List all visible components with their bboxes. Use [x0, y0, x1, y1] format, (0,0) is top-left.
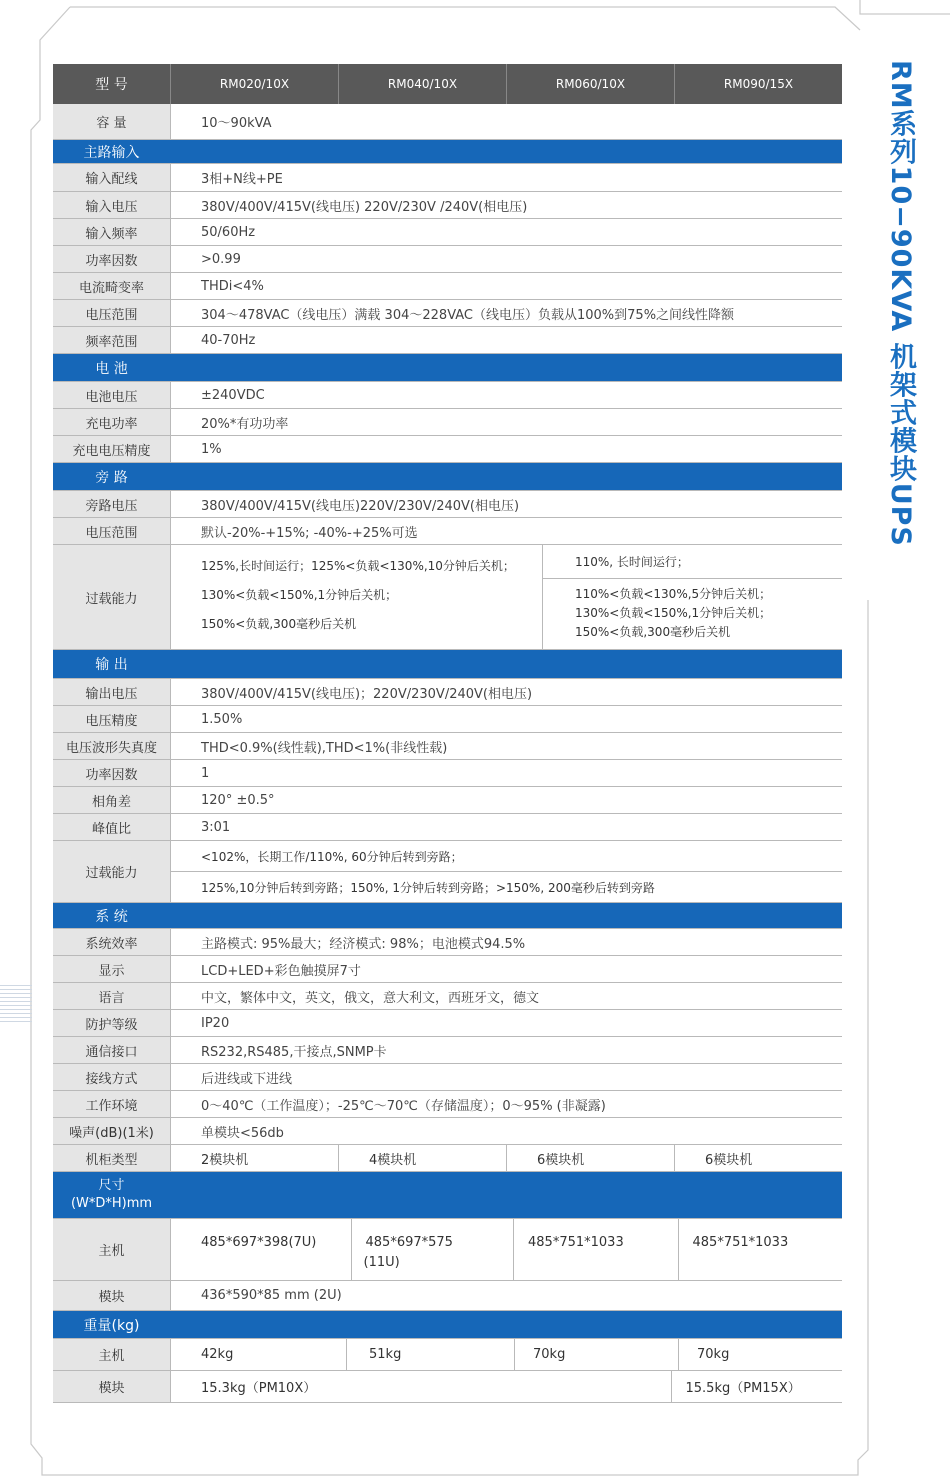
- row-value: 2模块机: [171, 1145, 339, 1171]
- row-value: [352, 1219, 515, 1280]
- section-main-input: [53, 140, 842, 164]
- row-value: 380V/400V/415V(线电压)；220V/230V/240V(相电压): [201, 686, 533, 702]
- spec-table: [53, 64, 842, 1403]
- dimension-module-row: [53, 1281, 842, 1311]
- row-label: 通信接口: [53, 1037, 171, 1063]
- row-label: 充电功率: [53, 409, 171, 435]
- row-value: 1: [201, 765, 210, 781]
- section-title: 尺寸: [98, 1178, 125, 1193]
- row-value: RS232,RS485,干接点,SNMP卡: [201, 1044, 387, 1060]
- row-label: 输入配线: [53, 164, 171, 191]
- section-title: 系 统: [95, 908, 128, 925]
- row-value: THDi<4%: [201, 278, 264, 294]
- table-row: [53, 164, 842, 192]
- row-label: 容 量: [53, 104, 171, 139]
- row-label: 电压精度: [53, 706, 171, 732]
- table-row: [53, 983, 842, 1010]
- table-row: [53, 1118, 842, 1145]
- row-label: 输入电压: [53, 192, 171, 218]
- table-row: [53, 436, 842, 463]
- overload-line: 130%<负载<150%,1分钟后关机；: [575, 606, 772, 620]
- row-value: 50/60Hz: [201, 224, 256, 240]
- table-row: [53, 518, 842, 545]
- table-row: [53, 1037, 842, 1064]
- row-value: 20%*有功功率: [201, 416, 289, 432]
- row-label: 模块: [53, 1371, 171, 1402]
- bypass-overload-right: [543, 545, 842, 649]
- row-value: IP20: [201, 1015, 230, 1031]
- row-label: 工作环境: [53, 1091, 171, 1117]
- row-value: 1%: [201, 441, 222, 457]
- row-value: 120° ±0.5°: [201, 792, 275, 808]
- bypass-overload-row: [53, 545, 842, 650]
- row-label: 峰值比: [53, 814, 171, 840]
- overload-line: <102%，长期工作/110%, 60分钟后转到旁路；: [171, 841, 842, 872]
- row-value: 70kg: [697, 1347, 730, 1362]
- section-title: 主路输入: [83, 144, 140, 161]
- section-title: 旁 路: [95, 469, 128, 486]
- weight-host-row: [53, 1339, 842, 1371]
- section-dimension: [53, 1172, 842, 1219]
- table-row: [53, 1091, 842, 1118]
- row-value: 6模块机: [507, 1145, 675, 1171]
- row-label: 电压范围: [53, 518, 171, 544]
- row-label: 电流畸变率: [53, 273, 171, 299]
- model-label: 型 号: [53, 64, 171, 104]
- row-label: 电池电压: [53, 382, 171, 408]
- overload-line: 110%, 长时间运行；: [543, 545, 842, 579]
- row-value: 40-70Hz: [201, 332, 256, 348]
- row-label: 充电电压精度: [53, 436, 171, 462]
- row-value: 主路模式: 95%最大；经济模式: 98%；电池模式94.5%: [201, 936, 526, 952]
- row-label: 模块: [53, 1281, 171, 1310]
- row-value: 485*751*1033: [514, 1219, 679, 1280]
- section-title: 电 池: [95, 360, 128, 377]
- table-row: [53, 706, 842, 733]
- table-row: [53, 1010, 842, 1037]
- model-name: RM040/10X: [339, 64, 507, 104]
- row-label: 主机: [53, 1339, 171, 1370]
- section-title: 重量(kg): [83, 1317, 140, 1334]
- table-row: [53, 246, 842, 273]
- row-label: 防护等级: [53, 1010, 171, 1036]
- row-label: 过载能力: [53, 545, 171, 649]
- section-battery: [53, 354, 842, 382]
- table-row: [53, 733, 842, 760]
- header-row: [53, 64, 842, 104]
- row-value: 380V/400V/415V(线电压)220V/230V/240V(相电压): [201, 498, 520, 514]
- row-label: 功率因数: [53, 246, 171, 272]
- overload-line: 150%<负载,300毫秒后关机: [201, 617, 357, 631]
- weight-module-row: [53, 1371, 842, 1403]
- row-value: 304～478VAC（线电压）满载 304～228VAC（线电压）负载从100%到75%之间线性降额: [201, 307, 735, 323]
- row-label: 噪声(dB)(1米): [53, 1118, 171, 1144]
- section-output: [53, 650, 842, 679]
- table-row: [53, 409, 842, 436]
- table-row: [53, 929, 842, 956]
- output-overload-row: [53, 841, 842, 903]
- section-title: 输 出: [95, 657, 128, 673]
- bypass-overload-left: [171, 545, 543, 649]
- row-value: 15.3kg（PM10X）: [171, 1371, 672, 1402]
- table-row: [53, 760, 842, 787]
- row-label: 电压范围: [53, 300, 171, 326]
- overload-line: 150%<负载,300毫秒后关机: [575, 625, 731, 639]
- dimension-value: 485*697*575: [365, 1235, 453, 1250]
- row-value: 6模块机: [705, 1152, 753, 1168]
- table-row: [53, 300, 842, 327]
- cabinet-row: [53, 1145, 842, 1172]
- overload-line: 110%<负载<130%,5分钟后关机；: [575, 587, 772, 601]
- row-value: 51kg: [347, 1339, 515, 1370]
- row-value: 1.50%: [201, 711, 243, 727]
- row-label: 功率因数: [53, 760, 171, 786]
- row-value: 4模块机: [339, 1145, 507, 1171]
- row-value: 后进线或下进线: [201, 1071, 293, 1087]
- dimension-extra: (11U): [363, 1255, 400, 1270]
- overload-line: 130%<负载<150%,1分钟后关机；: [201, 588, 398, 602]
- row-label: 输入频率: [53, 219, 171, 245]
- row-value: 70kg: [515, 1339, 679, 1370]
- row-value: 10～90kVA: [201, 116, 272, 131]
- overload-line: 125%,10分钟后转到旁路；150%, 1分钟后转到旁路；>150%, 200毫秒后转到旁路: [201, 880, 655, 895]
- table-row: [53, 382, 842, 409]
- row-value: THD<0.9%(线性载),THD<1%(非线性载): [201, 740, 448, 756]
- row-value: 485*697*398(7U): [171, 1219, 352, 1280]
- row-value: 3:01: [201, 819, 231, 835]
- row-label: 相角差: [53, 787, 171, 813]
- table-row: [53, 491, 842, 518]
- table-row: [53, 273, 842, 300]
- row-value: ±240VDC: [201, 387, 265, 403]
- model-name: RM020/10X: [171, 64, 339, 104]
- side-title: RM系列10−90KVA 机架式模块UPS: [885, 60, 916, 547]
- row-label: 频率范围: [53, 327, 171, 353]
- row-label: 过载能力: [53, 841, 171, 902]
- table-row: [53, 1064, 842, 1091]
- section-subtitle: (W*D*H)mm: [70, 1196, 153, 1211]
- table-row: [53, 192, 842, 219]
- model-name: RM060/10X: [507, 64, 675, 104]
- section-weight: [53, 1311, 842, 1339]
- row-label: 机柜类型: [53, 1145, 171, 1171]
- table-row: [53, 956, 842, 983]
- row-value: 0～40℃（工作温度）；-25℃～70℃（存储温度）；0～95% (非凝露): [201, 1098, 606, 1114]
- row-label: 系统效率: [53, 929, 171, 955]
- row-label: 接线方式: [53, 1064, 171, 1090]
- overload-line: 125%,长时间运行；125%<负载<130%,10分钟后关机；: [201, 559, 515, 573]
- decorative-stripes: [0, 985, 32, 1025]
- dimension-host-row: [53, 1219, 842, 1281]
- table-row: [53, 679, 842, 706]
- row-value: 42kg: [171, 1339, 347, 1370]
- row-value: 380V/400V/415V(线电压) 220V/230V /240V(相电压): [201, 199, 528, 215]
- row-value: 15.5kg（PM15X）: [685, 1381, 801, 1396]
- row-label: 电压波形失真度: [53, 733, 171, 759]
- row-value: 单模块<56db: [201, 1125, 284, 1141]
- section-bypass: [53, 463, 842, 491]
- row-value: 485*751*1033: [692, 1235, 789, 1250]
- capacity-row: [53, 104, 842, 140]
- row-value: >0.99: [201, 251, 241, 267]
- row-value: 默认-20%-+15%; -40%-+25%可选: [201, 525, 418, 541]
- row-label: 语言: [53, 983, 171, 1009]
- model-name: RM090/15X: [723, 77, 794, 91]
- row-value: 中文，繁体中文，英文，俄文，意大利文，西班牙文，德文: [201, 990, 540, 1006]
- table-row: [53, 327, 842, 354]
- row-label: 显示: [53, 956, 171, 982]
- row-label: 旁路电压: [53, 491, 171, 517]
- row-label: 输出电压: [53, 679, 171, 705]
- table-row: [53, 787, 842, 814]
- table-row: [53, 814, 842, 841]
- row-value: 3相+N线+PE: [201, 172, 283, 187]
- row-label: 主机: [53, 1219, 171, 1280]
- table-row: [53, 219, 842, 246]
- row-value: 436*590*85 mm (2U): [201, 1288, 342, 1303]
- row-value: LCD+LED+彩色触摸屏7寸: [201, 963, 361, 979]
- section-system: [53, 903, 842, 929]
